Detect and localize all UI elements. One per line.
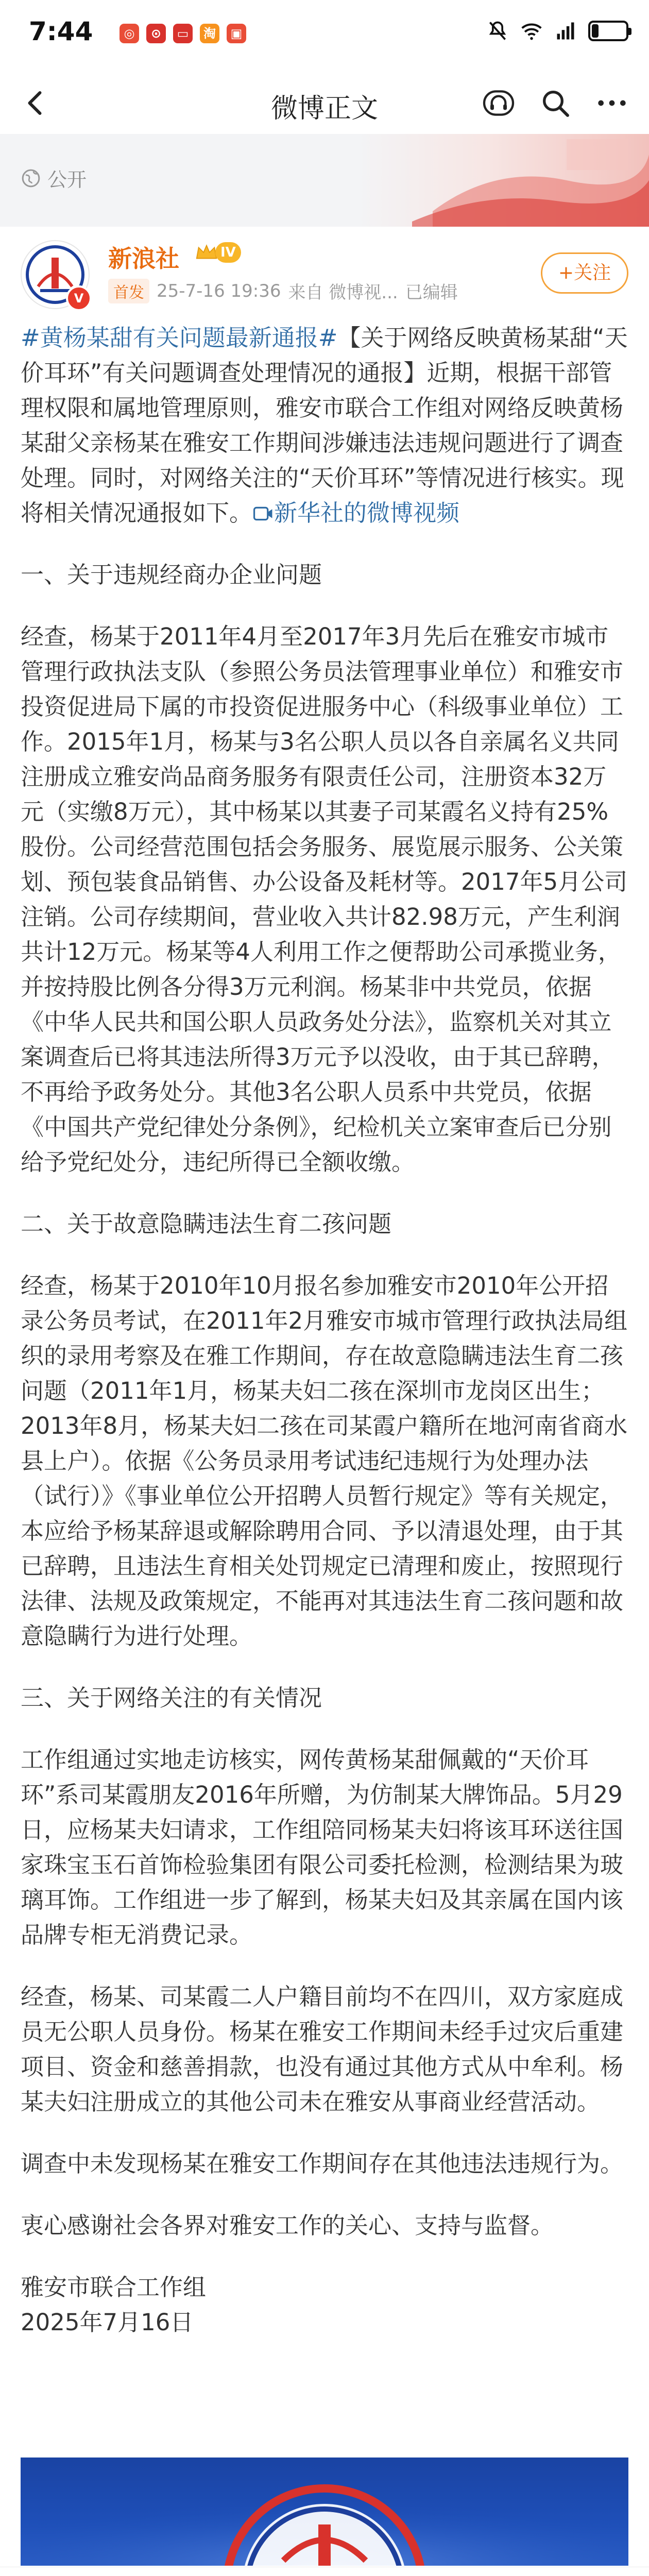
page-title: 微博正文 [270,93,378,124]
section-1-body: 经查，杨某于2011年4月至2017年3月先后在雅安市城市管理行政执法支队（参照公务员法管理事业单位）和雅安市投资促进局下属的市投资促进服务中心（科级事业单位）工作。2015年1月，杨某与3名公职人员以各自亲属名义共同注册成立雅安尚品商务服务有限责任公司，注册资本32万元（实缴8万元），其中杨某以其妻子司某霞名义持有25%股份。公司经营范围包括会务服务、展览展示服务、公关策划、预包装食品销售、办公设备及耗材等。2017年5月公司注销。公司存续期间，营业收入共计82.98万元，产生利润共计12万元。杨某等4人利用工作之便帮助公司承揽业务，并按持股比例各分得3万元利润。杨某非中共党员，依据《中华人民共和国公职人员政务处分法》，监察机关对其立案调查后已将其违法所得3万元予以没收，由于其已辞聘，不再给予政务处分。其他3名公职人员系中共党员，依据《中国共产党纪律处分条例》，纪检机关立案审查后已分别给予党纪处分，违纪所得已全额收缴。 [21,623,628,1176]
post-meta [108,278,458,303]
status-app-icons [119,24,246,43]
nav-bar [0,72,649,134]
video-link[interactable]: 新华社的微博视频 [274,499,460,527]
battery-level [592,24,599,38]
author-name[interactable]: 新浪社 [108,245,179,273]
weibo-app-icon: ◎ [119,24,139,43]
mute-icon [486,20,509,42]
message-app-icon: ▭ [173,24,193,43]
status-bar [0,0,649,72]
post-date: 25-7-16 19:36 [157,280,281,301]
signal-icon [554,20,577,42]
section-3-body-1: 工作组通过实地走访核实，网传黄杨某甜佩戴的“天价耳环”系司某霞朋友2016年所赠，为仿制某大牌饰品。5月29日，应杨某夫妇请求，工作组陪同杨某夫妇将该耳环送往国家珠宝玉石首饰检验集团有限公司委托检测，检测结果为玻璃耳饰。工作组进一步了解到，杨某夫妇及其亲属在国内该品牌专柜无消费记录。 [21,1746,624,1948]
first-publish-tag: 首发 [108,279,149,303]
globe-icon [21,168,41,189]
official-emblem-image [21,2458,628,2566]
follow-button[interactable]: +关注 [541,252,628,294]
section-3-title: 三、关于网络关注的有关情况 [21,1684,322,1711]
search-icon[interactable] [539,87,572,120]
thanks: 衷心感谢社会各界对雅安工作的关心、支持与监督。 [21,2212,554,2239]
more-options-icon[interactable] [595,87,628,120]
topic-hashtag[interactable]: #黄杨某甜有关问题最新通报# [21,324,338,351]
wifi-icon [520,20,543,42]
section-1-title: 一、关于违规经商办企业问题 [21,561,322,588]
author-row [0,227,649,319]
bottom-action-bar [0,2567,649,2576]
member-level-badge[interactable] [195,242,241,263]
battery-icon [588,21,628,41]
status-time: 7:44 [29,16,93,46]
status-indicators [486,20,628,42]
banner-decoration [412,134,649,227]
article-intro [21,320,628,531]
public-banner [0,134,649,227]
section-2-title: 二、关于故意隐瞒违法生育二孩问题 [21,1210,392,1238]
section-2-body: 经查，杨某于2010年10月报名参加雅安市2010年公开招录公务员考试，在2011年2月雅安市城市管理行政执法局组织的录用考察及在雅工作期间，存在故意隐瞒违法生育二孩问题（2011年1月，杨某夫妇二孩在深圳市龙岗区出生；2013年8月，杨某夫妇二孩在司某霞户籍所在地河南省商水县上户）。依据《公务员录用考试违纪违规行为处理办法（试行）》《事业单位公开招聘人员暂行规定》等有关规定，本应给予杨某辞退或解除聘用合同、予以清退处理，由于其已辞聘，且违法生育相关处罚规定已清理和废止，按照现行法律、法规及政策规定，不能再对其违法生育二孩问题和故意隐瞒行为进行处理。 [21,1272,628,1650]
nav-actions [482,87,628,120]
listen-headphones-icon[interactable] [482,87,515,120]
level-tag: IV [215,242,241,263]
post-source[interactable]: 来自 微博视... [288,282,398,303]
signature-block [21,2270,628,2340]
intro-text: 【关于网络反映黄杨某甜“天价耳环”有关问题调查处理情况的通报】近期，根据干部管理权限和属地管理原则，雅安市联合工作组对网络反映黄杨某甜父亲杨某在雅安工作期间涉嫌违法违规问题进行了调查处理。同时，对网络关注的“天价耳环”等情况进行核实。现将相关情况通报如下。 [21,324,628,527]
news-app-icon: ▣ [227,24,246,43]
edited-label[interactable]: 已编辑 [405,282,458,303]
video-link-icon[interactable] [252,505,274,522]
taobao-app-icon: 淘 [200,24,219,43]
article-body [21,320,628,2340]
sign-date: 2025年7月16日 [21,2309,194,2336]
signature: 雅安市联合工作组 [21,2274,207,2301]
conclusion: 调查中未发现杨某在雅安工作期间存在其他违法违规行为。 [21,2150,624,2177]
article-image[interactable] [21,2458,628,2566]
section-3-body-2: 经查，杨某、司某霞二人户籍目前均不在四川，双方家庭成员无公职人员身份。杨某在雅安工作期间未经手过灾后重建项目、资金和慈善捐款，也没有通过其他方式从中牟利。杨某夫妇注册成立的其他公司未在雅安从事商业经营活动。 [21,1983,624,2115]
visibility-text: 公开 [47,168,87,191]
weibo-red-app-icon: ⊙ [146,24,166,43]
verified-badge: V [66,285,92,311]
visibility-label [21,164,87,192]
